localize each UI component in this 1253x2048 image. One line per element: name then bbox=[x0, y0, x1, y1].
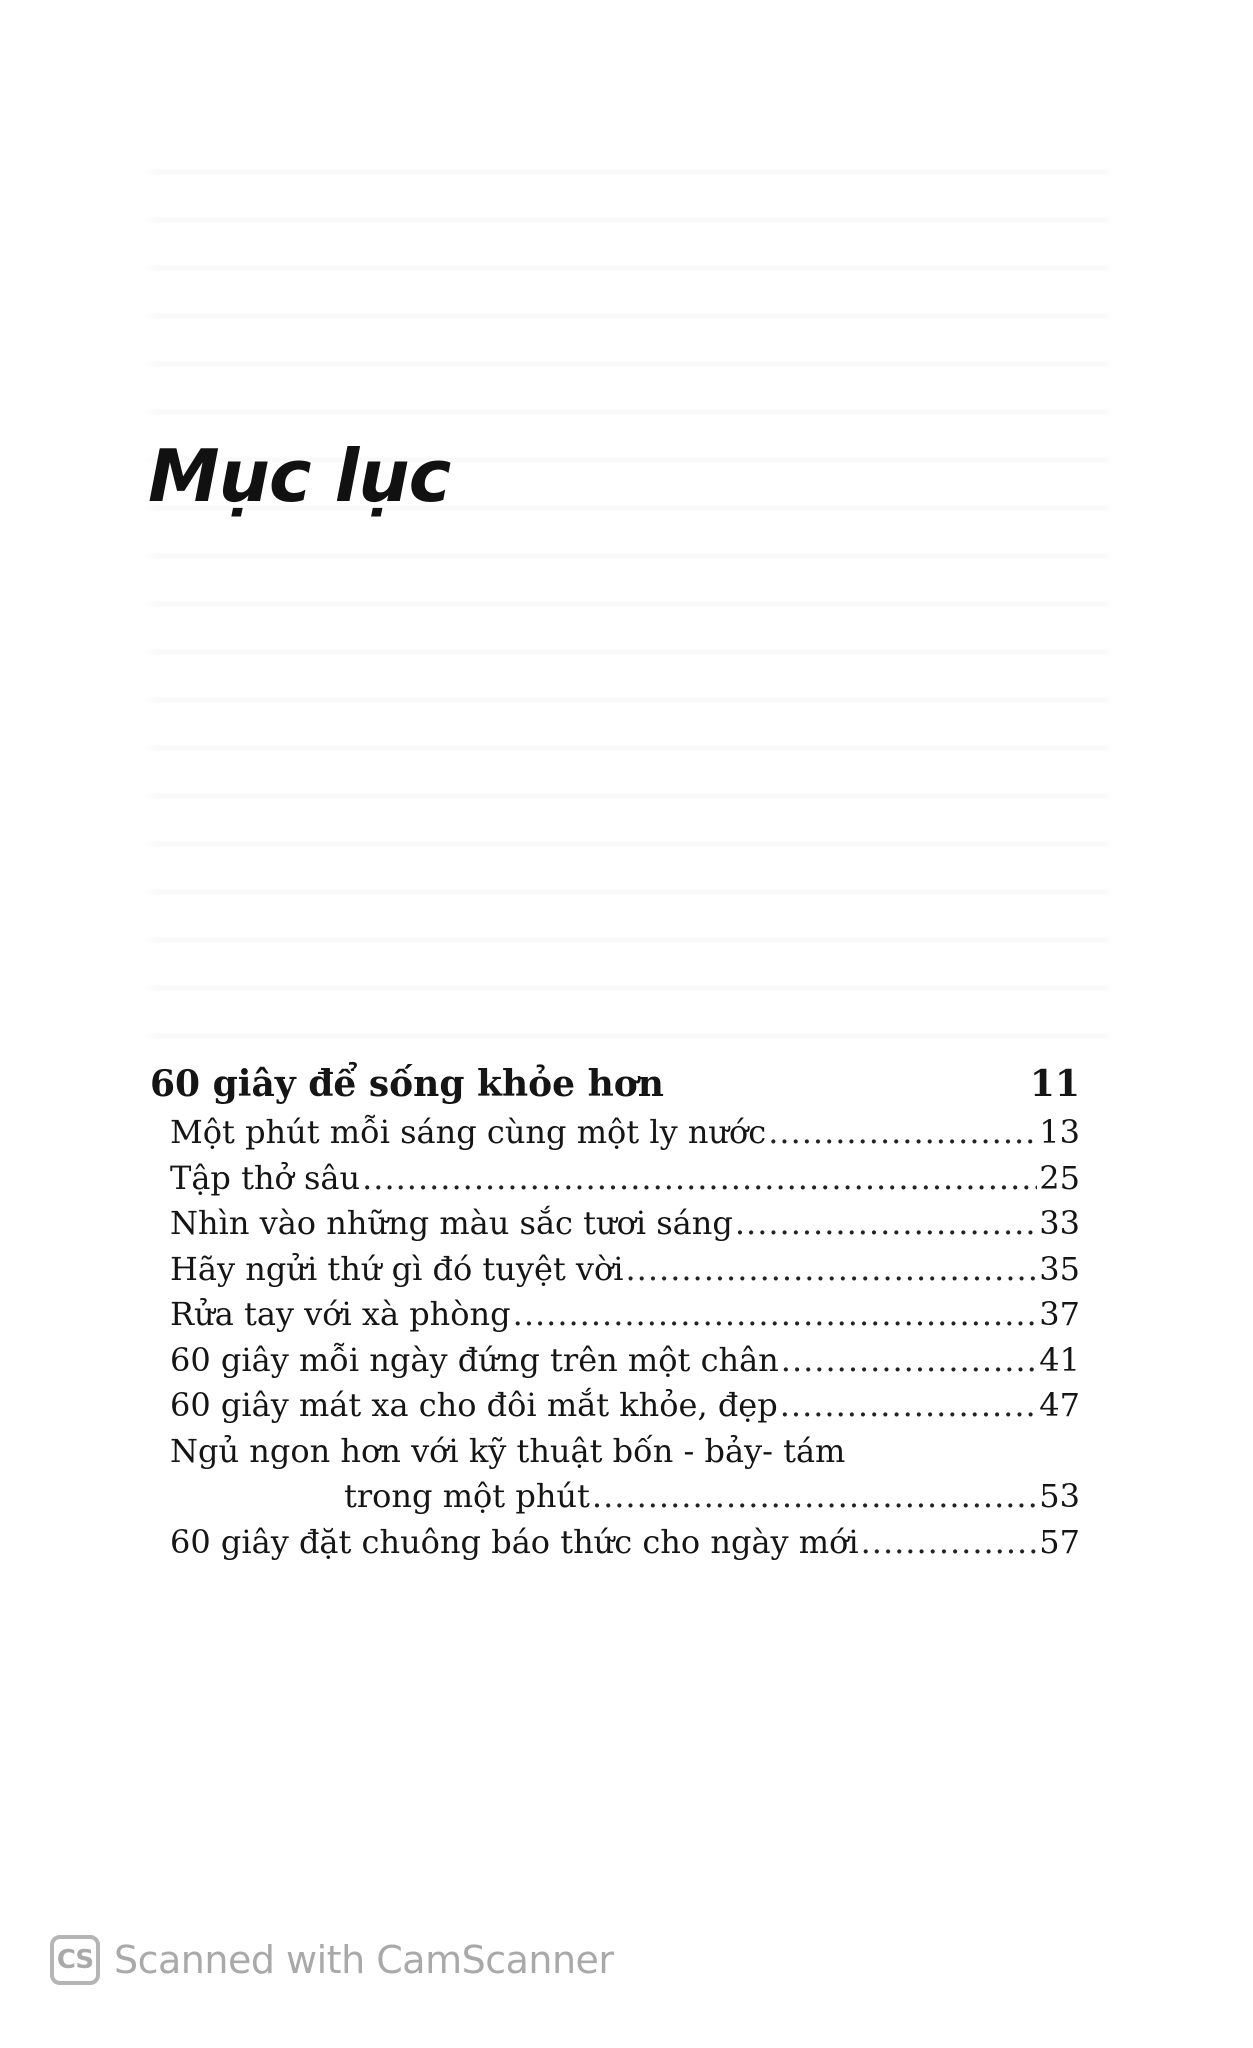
leader-dots bbox=[735, 1201, 1037, 1246]
leader-dots bbox=[780, 1383, 1038, 1428]
toc-entries bbox=[170, 1110, 1080, 1565]
toc-entry bbox=[170, 1383, 1080, 1429]
leader-dots bbox=[362, 1156, 1037, 1201]
section-title: 60 giây để sống khỏe hơn bbox=[150, 1063, 664, 1105]
watermark-text: Scanned with CamScanner bbox=[114, 1938, 614, 1982]
entry-title: 60 giây đặt chuông báo thức cho ngày mới bbox=[170, 1522, 859, 1561]
section-page: 11 bbox=[1029, 1063, 1080, 1105]
entry-page: 35 bbox=[1039, 1249, 1080, 1288]
entry-page: 37 bbox=[1039, 1295, 1080, 1333]
entry-title: 60 giây mát xa cho đôi mắt khỏe, đẹp bbox=[170, 1386, 778, 1424]
entry-title: Ngủ ngon hơn với kỹ thuật bốn - bảy- tám bbox=[170, 1431, 846, 1470]
toc-entry bbox=[170, 1201, 1080, 1247]
entry-title: Một phút mỗi sáng cùng một ly nước bbox=[170, 1113, 767, 1151]
entry-title: Tập thở sâu bbox=[170, 1158, 361, 1197]
toc-entry-line2 bbox=[170, 1474, 1080, 1520]
leader-dots bbox=[781, 1338, 1038, 1383]
leader-dots bbox=[592, 1474, 1037, 1519]
entry-title: Hãy ngửi thứ gì đó tuyệt vời bbox=[170, 1249, 624, 1288]
entry-title: Rửa tay với xà phòng bbox=[170, 1295, 511, 1333]
entry-page: 47 bbox=[1039, 1386, 1080, 1424]
entry-page: 25 bbox=[1039, 1158, 1080, 1197]
toc-entry bbox=[170, 1338, 1080, 1384]
leader-dots bbox=[626, 1247, 1038, 1292]
entry-page: 53 bbox=[1039, 1477, 1080, 1515]
page-title: Mục lục bbox=[148, 434, 451, 518]
entry-title: Nhìn vào những màu sắc tươi sáng bbox=[170, 1204, 733, 1242]
show-through-text bbox=[150, 140, 1110, 1040]
toc-section bbox=[150, 1060, 1080, 1110]
entry-title: 60 giây mỗi ngày đứng trên một chân bbox=[170, 1340, 779, 1379]
entry-title-continued: trong một phút bbox=[344, 1477, 590, 1515]
entry-page: 13 bbox=[1039, 1113, 1080, 1151]
toc-entry bbox=[170, 1247, 1080, 1293]
entry-page: 57 bbox=[1039, 1522, 1080, 1561]
toc-entry bbox=[170, 1520, 1080, 1566]
entry-page: 33 bbox=[1039, 1204, 1080, 1242]
toc-entry-line1 bbox=[170, 1429, 1080, 1475]
camscanner-watermark bbox=[50, 1935, 614, 1985]
toc-entry bbox=[170, 1292, 1080, 1338]
leader-dots bbox=[861, 1520, 1038, 1565]
toc-entry bbox=[170, 1156, 1080, 1202]
table-of-contents bbox=[150, 1060, 1080, 1565]
leader-dots bbox=[768, 1110, 1037, 1155]
entry-page: 41 bbox=[1039, 1340, 1080, 1379]
toc-entry bbox=[170, 1110, 1080, 1156]
camscanner-logo-icon: CS bbox=[50, 1935, 100, 1985]
leader-dots bbox=[513, 1292, 1038, 1337]
